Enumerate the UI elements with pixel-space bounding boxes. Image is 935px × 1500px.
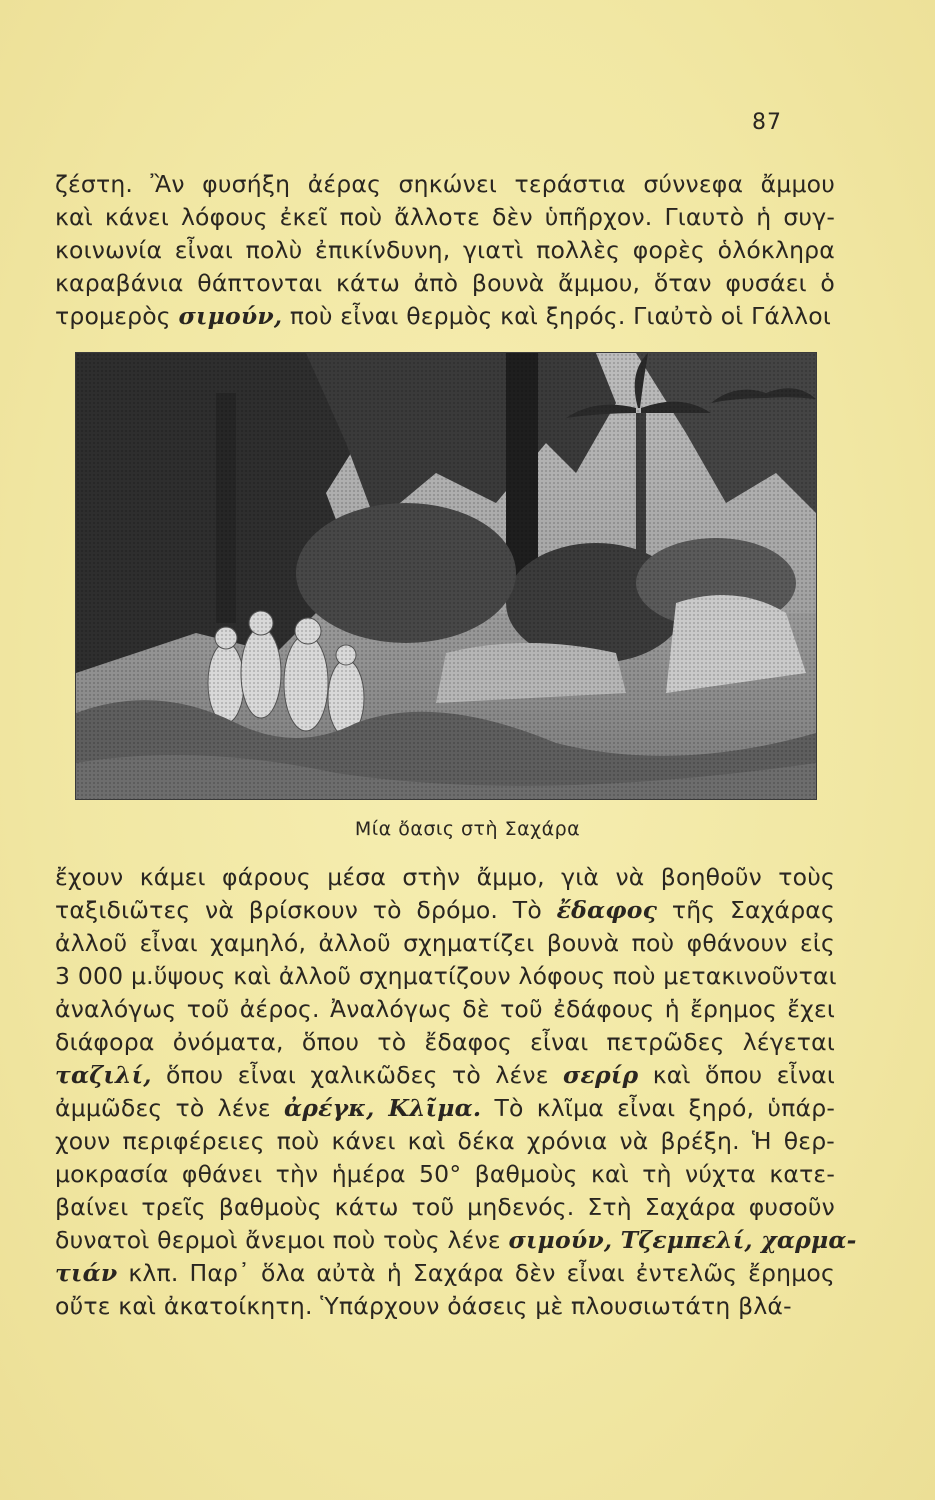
text-line	[55, 234, 835, 267]
text-segment: καὶ κάνει λόφους ἐκεῖ ποὺ ἄλλοτε δὲν ὑπῆρχον. Γιαυτὸ ἡ συγ-	[55, 203, 835, 231]
text-segment: ἀλλοῦ εἶναι χαμηλό, ἀλλοῦ σχηματίζει βουνὰ ποὺ φθάνουν εἰς	[55, 929, 835, 957]
text-line	[55, 201, 835, 234]
text-line	[55, 960, 835, 993]
emphasized-term: ταζιλί,	[55, 1061, 152, 1089]
paragraph-bottom	[55, 861, 857, 1323]
text-segment: καραβάνια θάπτονται κάτω ἀπὸ βουνὰ ἄμμου, ὅταν φυσάει ὁ	[55, 269, 835, 297]
text-line	[55, 1191, 835, 1224]
emphasized-term: ἔδαφος	[556, 896, 658, 924]
text-segment: τρομερὸς	[55, 302, 179, 330]
text-line	[55, 1059, 835, 1092]
photo-caption: Μία ὄασις στὴ Σαχάρα	[354, 818, 581, 840]
text-segment: τῆς Σαχάρας	[657, 896, 835, 924]
text-line	[55, 267, 835, 300]
text-line	[55, 1224, 857, 1257]
text-segment: ταξιδιῶτες νὰ βρίσκουν τὸ δρόμο. Τὸ	[55, 896, 557, 924]
text-segment: βαίνει τρεῖς βαθμοὺς κάτω τοῦ μηδενός. Στὴ Σαχάρα φυσοῦν	[55, 1193, 835, 1221]
paragraph-top	[55, 168, 835, 333]
text-segment: καὶ ὅπου εἶναι	[638, 1061, 835, 1089]
emphasized-term: ἀρέγκ, Κλῖμα.	[283, 1094, 482, 1122]
text-segment: ὅπου εἶναι χαλικῶδες τὸ λένε	[151, 1061, 564, 1089]
text-segment: 3 000 μ.ὕψους καὶ ἀλλοῦ σχηματίζουν λόφους ποὺ μετακινοῦνται	[55, 962, 837, 990]
text-line	[55, 927, 835, 960]
text-line	[55, 1125, 835, 1158]
text-line	[55, 168, 835, 201]
text-line	[55, 1092, 835, 1125]
text-line	[55, 993, 835, 1026]
text-segment: διάφορα ὀνόματα, ὅπου τὸ ἔδαφος εἶναι πετρῶδες λέγεται	[55, 1028, 835, 1056]
emphasized-term: τιάν	[55, 1259, 118, 1287]
text-segment: ζέστη. Ἂν φυσήξη ἀέρας σηκώνει τεράστια σύννεφα ἄμμου	[55, 170, 835, 198]
text-segment: ποὺ εἶναι θερμὸς καὶ ξηρός. Γιαὐτὸ οἱ Γάλλοι	[282, 302, 832, 330]
text-segment: οὔτε καὶ ἀκατοίκητη. Ὑπάρχουν ὀάσεις μὲ πλουσιωτάτη βλά-	[55, 1292, 792, 1320]
text-line	[55, 861, 835, 894]
emphasized-term: σιμούν,	[178, 302, 283, 330]
text-segment: ἔχουν κάμει φάρους μέσα στὴν ἄμμο, γιὰ νὰ βοηθοῦν τοὺς	[55, 863, 835, 891]
text-segment: κλπ. Παρ᾽ ὅλα αὐτὰ ἡ Σαχάρα δὲν εἶναι ἐντελῶς ἔρημος	[117, 1259, 835, 1287]
text-line	[55, 1257, 835, 1290]
text-segment: ἀμμῶδες τὸ λένε	[55, 1094, 284, 1122]
text-segment: κοινωνία εἶναι πολὺ ἐπικίνδυνη, γιατὶ πολλὲς φορὲς ὁλόκληρα	[55, 236, 835, 264]
oasis-photograph	[75, 352, 817, 800]
text-line	[55, 1158, 835, 1191]
text-segment: χουν περιφέρειες ποὺ κάνει καὶ δέκα χρόνια νὰ βρέξη. Ἡ θερ-	[55, 1127, 835, 1155]
text-segment: μοκρασία φθάνει τὴν ἡμέρα 50° βαθμοὺς καὶ τὴ νύχτα κατε-	[55, 1160, 835, 1188]
text-segment: ἀναλόγως τοῦ ἀέρος. Ἀναλόγως δὲ τοῦ ἐδάφους ἡ ἔρημος ἔχει	[55, 995, 835, 1023]
text-line	[55, 300, 835, 333]
page-number: 87	[752, 110, 782, 135]
text-line	[55, 894, 835, 927]
text-line	[55, 1026, 835, 1059]
text-segment: δυνατοὶ θερμοὶ ἄνεμοι ποὺ τοὺς λένε	[55, 1226, 509, 1254]
emphasized-term: σερίρ	[563, 1061, 639, 1089]
text-segment: Τὸ κλῖμα εἶναι ξηρό, ὑπάρ-	[481, 1094, 835, 1122]
text-line	[55, 1290, 835, 1323]
emphasized-term: σιμούν, Τζεμπελί, χαρμα-	[508, 1226, 857, 1254]
